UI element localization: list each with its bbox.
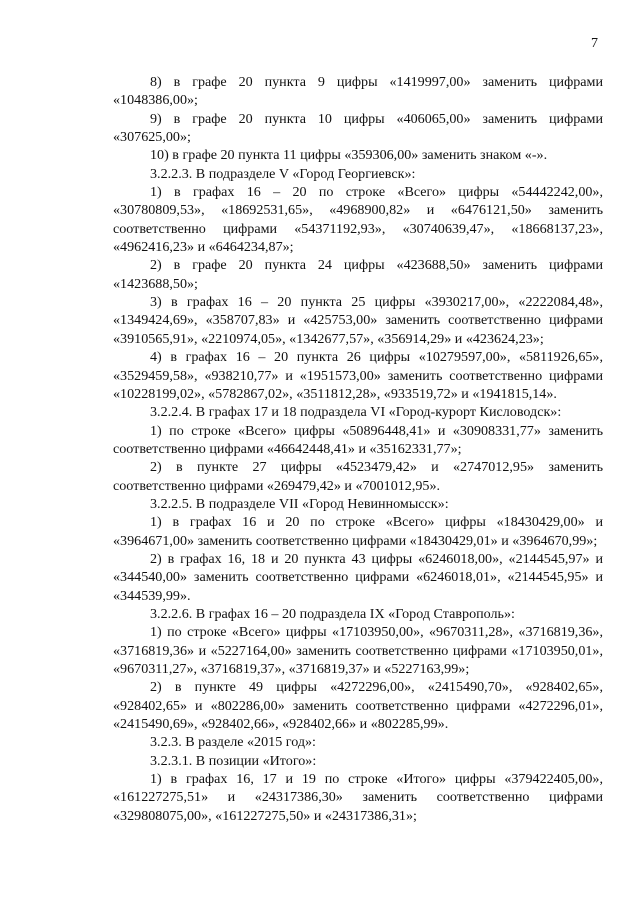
paragraph: 3.2.2.4. В графах 17 и 18 подраздела VI «Город-курорт Кисловодск»: [150,404,562,421]
paragraph: 8) в графе 20 пункта 9 цифры «1419997,00» заменить цифрами «1048386,00»; [113,74,603,109]
paragraph: 4) в графах 16 – 20 пункта 26 цифры «10279597,00», «5811926,65», «3529459,58», «938210,77» и «1951573,00» заменить соответственно цифрами «10228199,02», «5782867,02», «3511812,28», «933519,72» и «1941815,14». [113,349,603,402]
paragraph: 2) в графе 20 пункта 24 цифры «423688,50» заменить цифрами «1423688,50»; [113,257,603,292]
paragraph: 1) по строке «Всего» цифры «50896448,41» и «30908331,77» заменить соответственно цифрами «46642448,41» и «35162331,77»; [113,422,603,457]
paragraph: 3) в графах 16 – 20 пункта 25 цифры «3930217,00», «2222084,48», «1349424,69», «358707,83» и «425753,00» заменить соответственно цифрами «3910565,91», «2210974,05», «1342677,57», «356914,29» и «423624,23»; [113,294,603,347]
paragraph: 3.2.2.3. В подразделе V «Город Георгиевск»: [150,165,416,182]
paragraph: 3.2.3.1. В позиции «Итого»: [150,752,317,769]
paragraph: 10) в графе 20 пункта 11 цифры «359306,00» заменить знаком «-». [150,147,548,164]
paragraph: 3.2.3. В разделе «2015 год»: [150,734,316,751]
paragraph: 1) в графах 16 – 20 по строке «Всего» цифры «54442242,00», «30780809,53», «18692531,65», «4968900,82» и «6476121,50» заменить соответственно цифрами «54371192,93», «30740639,47», «18668137,23», «4962416,23» и «6464234,87»; [113,184,603,256]
paragraph: 2) в пункте 27 цифры «4523479,42» и «2747012,95» заменить соответственно цифрами «269479,42» и «7001012,95». [113,459,603,494]
paragraph: 3.2.2.5. В подразделе VII «Город Невинномысск»: [150,495,449,512]
page-number: 7 [591,36,598,51]
document-body [113,73,603,825]
paragraph: 1) по строке «Всего» цифры «17103950,00», «9670311,28», «3716819,36», «3716819,36» и «5227164,00» заменить соответственно цифрами «17103950,01», «9670311,27», «3716819,37», «3716819,37» и «5227163,99»; [113,624,603,677]
paragraph: 1) в графах 16 и 20 по строке «Всего» цифры «18430429,00» и «3964671,00» заменить соответственно цифрами «18430429,01» и «3964670,99»; [113,514,603,549]
paragraph: 1) в графах 16, 17 и 19 по строке «Итого» цифры «379422405,00», «161227275,51» и «24317386,30» заменить соответственно цифрами «329808075,00», «161227275,50» и «24317386,31»; [113,771,603,824]
paragraph: 3.2.2.6. В графах 16 – 20 подраздела IX «Город Ставрополь»: [150,605,515,622]
paragraph: 9) в графе 20 пункта 10 цифры «406065,00» заменить цифрами «307625,00»; [113,110,603,146]
paragraph: 2) в графах 16, 18 и 20 пункта 43 цифры «6246018,00», «2144545,97» и «344540,00» заменить соответственно цифрами «6246018,01», «2144545,95» и «344539,99». [113,550,603,604]
paragraph: 2) в пункте 49 цифры «4272296,00», «2415490,70», «928402,65», «928402,65» и «802286,00» заменить соответственно цифрами «4272296,01», «2415490,69», «928402,66», «928402,66» и «802285,99». [113,679,603,733]
